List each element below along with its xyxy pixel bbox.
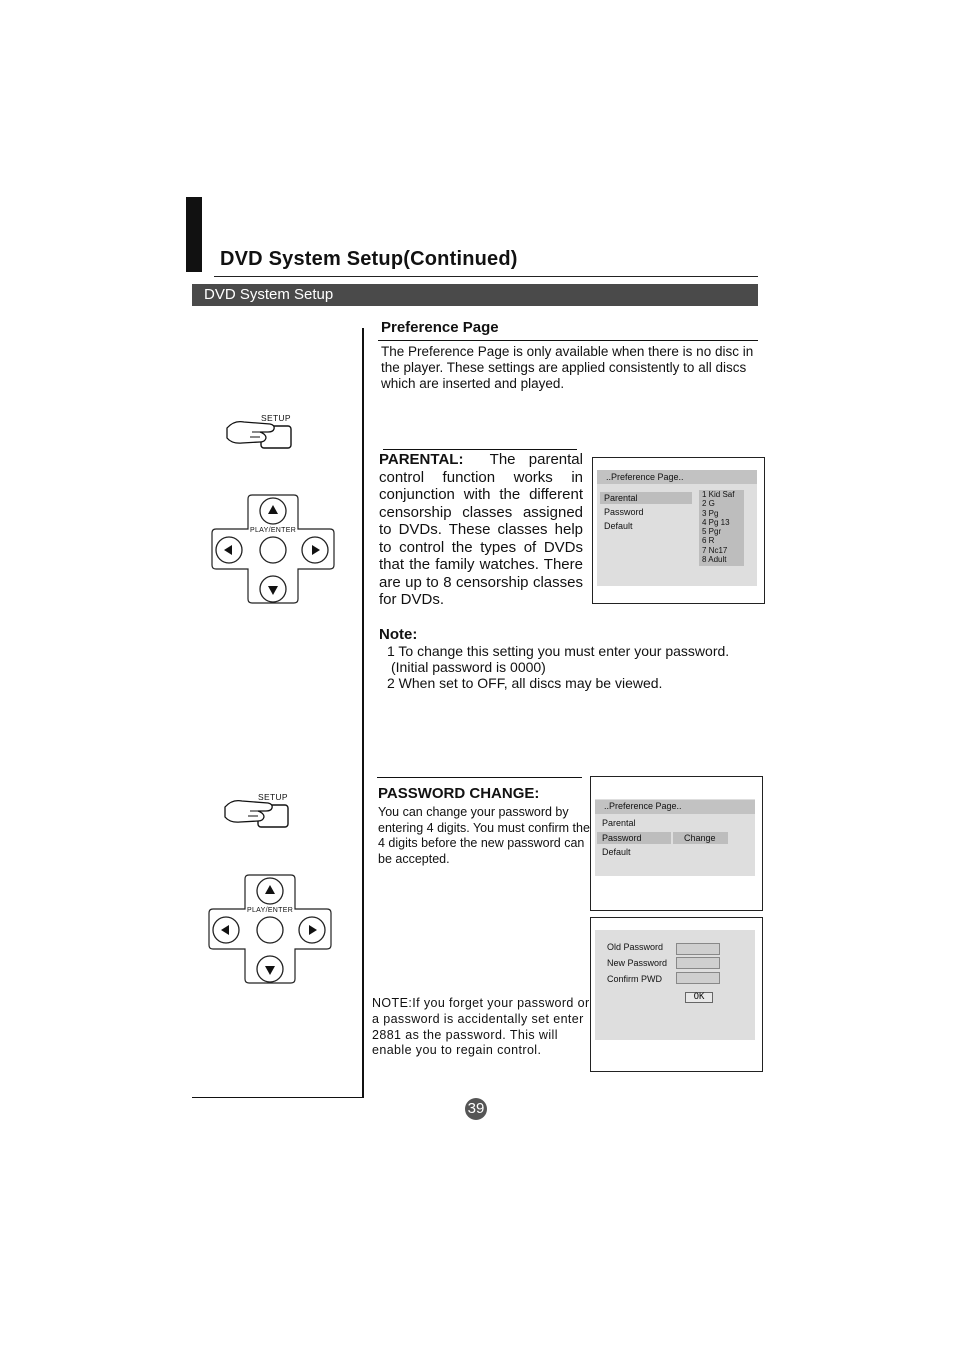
play-enter-label: PLAY/ENTER: [247, 907, 294, 914]
rating-option: 7 Nc17: [702, 545, 728, 555]
rating-option: 4 Pg 13: [702, 517, 730, 527]
page-number: 39: [465, 1098, 487, 1120]
screen-password-entry: [590, 917, 763, 1072]
rating-option: 2 G: [702, 499, 715, 509]
menu-item-password: Password: [602, 833, 642, 843]
screen-parental: [592, 457, 765, 604]
bottom-rule: [192, 1097, 364, 1098]
rating-option: 3 Pg: [702, 508, 719, 518]
screen-panel: [597, 470, 757, 586]
note-line-1b: (Initial password is 0000): [391, 659, 546, 676]
new-password-field: [676, 957, 720, 969]
column-divider: [362, 328, 364, 1098]
preference-rule: [378, 340, 758, 341]
change-option: Change: [684, 833, 716, 843]
note-line-2: 2 When set to OFF, all discs may be viewed.: [387, 675, 663, 692]
password-rule: [377, 777, 582, 778]
password-heading: PASSWORD CHANGE:: [378, 785, 540, 802]
note-heading: Note:: [379, 626, 418, 643]
title-rule: [214, 276, 758, 277]
parental-paragraph: [379, 451, 583, 609]
setup-label: SETUP: [261, 413, 291, 423]
menu-item-default: Default: [604, 521, 633, 531]
new-password-label: New Password: [607, 958, 668, 968]
setup-label: SETUP: [258, 792, 288, 802]
play-enter-label: PLAY/ENTER: [250, 527, 297, 534]
dpad-icon: [207, 873, 333, 985]
dpad-illustration-1: [210, 493, 336, 605]
rating-options: [702, 490, 734, 564]
old-password-field: [676, 943, 720, 955]
rating-option: 6 R: [702, 536, 715, 546]
preference-intro: The Preference Page is only available when there is no disc in the player. These settings are applied consistently to all discs which are inserted and played.: [381, 344, 754, 391]
rating-option: 5 Pgr: [702, 527, 722, 537]
section-bar: [192, 284, 758, 306]
setup-button-illustration: [220, 789, 300, 834]
parental-text: The parental control function works in conjunction with the different censorship classes assigned to DVDs. These classes help to control the types of DVDs that the family watches. There are up to 8 censorship classes for DVDs.: [379, 451, 583, 608]
hand-pressing-icon: [222, 410, 302, 455]
password-text: You can change your password by entering 4 digits. You must confirm the 4 digits before the new password can be accepted.: [378, 805, 590, 866]
parental-label: PARENTAL:: [379, 451, 464, 468]
note-list: [387, 643, 729, 692]
old-password-label: Old Password: [607, 942, 664, 952]
ok-button: OK: [685, 992, 713, 1003]
menu-item-parental: Parental: [604, 493, 638, 503]
page-title: DVD System Setup(Continued): [220, 248, 518, 270]
rating-option: 1 Kid Saf: [702, 490, 735, 499]
screen-panel: [595, 930, 755, 1040]
password-note: NOTE:If you forget your password or a password is accidentally set enter 2881 as the password. This will enable you to regain control.: [372, 996, 590, 1058]
confirm-password-field: [676, 972, 720, 984]
hand-pressing-icon: [220, 789, 300, 834]
rating-option: 8 Adult: [702, 555, 727, 565]
setup-button-illustration: [222, 410, 302, 455]
dpad-icon: [210, 493, 336, 605]
note-line-1: 1 To change this setting you must enter your password.: [387, 643, 730, 659]
menu-item-parental: Parental: [602, 818, 636, 828]
menu-item-password: Password: [604, 507, 644, 517]
title-accent-bar: [186, 197, 202, 272]
preference-heading: Preference Page: [381, 319, 499, 336]
menu-item-default: Default: [602, 847, 631, 857]
dpad-illustration-2: [207, 873, 333, 985]
confirm-password-label: Confirm PWD: [607, 974, 663, 984]
section-title: DVD System Setup: [204, 286, 334, 303]
screen-title: ..Preference Page..: [606, 472, 684, 482]
screen-title: ..Preference Page..: [604, 801, 682, 811]
parental-rule: [383, 449, 577, 450]
screen-panel: [595, 799, 755, 876]
screen-password: [590, 776, 763, 911]
